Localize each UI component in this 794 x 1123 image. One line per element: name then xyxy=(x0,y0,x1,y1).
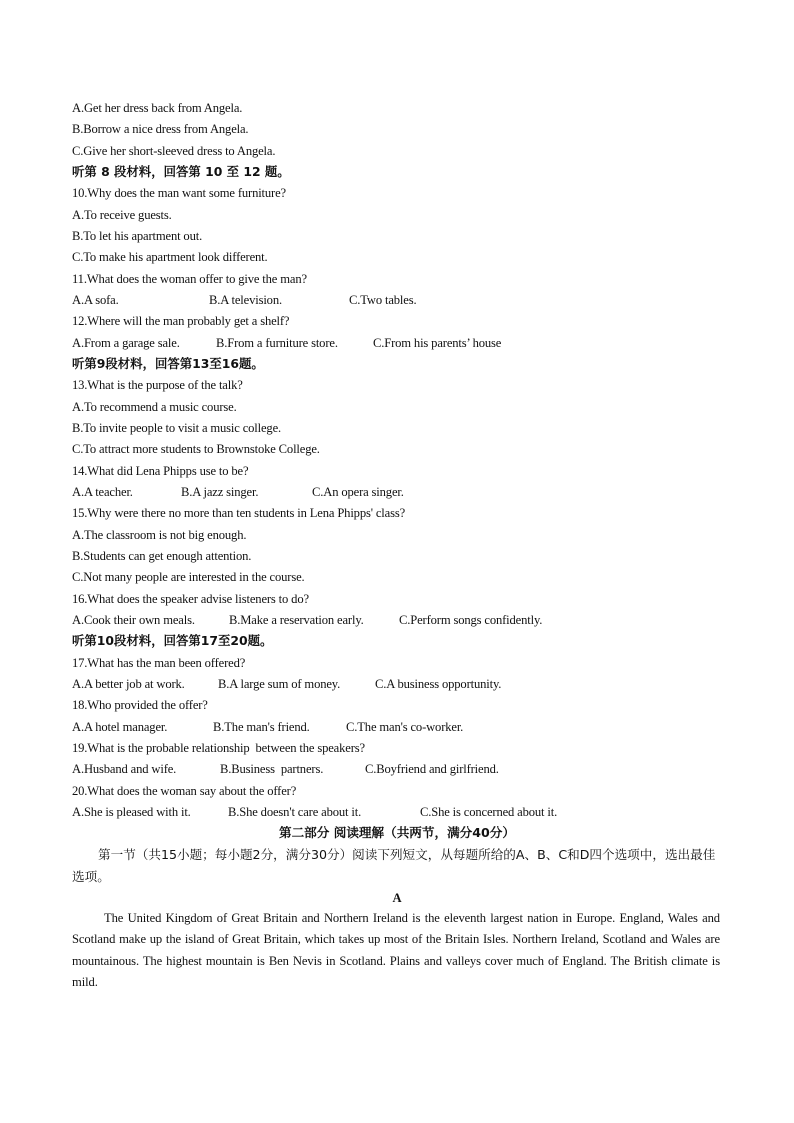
q14-option-c: C.An opera singer. xyxy=(312,485,404,499)
q13-stem: 13.What is the purpose of the talk? xyxy=(72,378,243,392)
q19-option-b: B.Business partners. xyxy=(220,762,324,776)
passage-letter: A xyxy=(392,891,402,905)
q11-stem: 11.What does the woman offer to give the man? xyxy=(72,272,307,286)
q9-option-c: C.Give her short-sleeved dress to Angela. xyxy=(72,144,276,158)
passage-paragraph: The United Kingdom of Great Britain and Northern Ireland is the eleventh largest nation in Europe. England, Wales and Scotland make up the island of Great Britain, which takes up most of the Britain Isles. Northern Ireland, Scotland and Wales are mountainous. The highest mountain is Ben Nevis in Scotland. Plains and valleys cover much of England. The British climate is mild. xyxy=(72,911,720,989)
q10-option-a: A.To receive guests. xyxy=(72,208,172,222)
q12-option-c: C.From his parents’ house xyxy=(373,336,502,350)
q17-option-b: B.A large sum of money. xyxy=(218,677,341,691)
section8-header: 听第 8 段材料，回答第 10 至 12 题。 xyxy=(72,164,290,179)
q11-options xyxy=(72,292,772,308)
q15-option-b: B.Students can get enough attention. xyxy=(72,549,252,563)
q13-option-b: B.To invite people to visit a music college. xyxy=(72,421,282,435)
q10-option-c: C.To make his apartment look different. xyxy=(72,250,268,264)
q15-option-c: C.Not many people are interested in the course. xyxy=(72,570,305,584)
q14-option-a: A.A teacher. xyxy=(72,485,133,499)
q13-option-c: C.To attract more students to Brownstoke College. xyxy=(72,442,320,456)
q19-stem: 19.What is the probable relationship between the speakers? xyxy=(72,741,365,755)
q20-option-c: C.She is concerned about it. xyxy=(420,805,558,819)
q20-option-a: A.She is pleased with it. xyxy=(72,805,191,819)
q10-option-b: B.To let his apartment out. xyxy=(72,229,203,243)
section9-header: 听第9段材料，回答第13至16题。 xyxy=(72,356,264,371)
section10-header: 听第10段材料，回答第17至20题。 xyxy=(72,633,273,648)
q16-stem: 16.What does the speaker advise listeners to do? xyxy=(72,592,309,606)
q18-stem: 18.Who provided the offer? xyxy=(72,698,208,712)
q11-option-c: C.Two tables. xyxy=(349,293,417,307)
q16-options xyxy=(72,612,772,628)
q20-option-b: B.She doesn't care about it. xyxy=(228,805,362,819)
q14-options xyxy=(72,484,772,500)
q12-stem: 12.Where will the man probably get a shelf? xyxy=(72,314,290,328)
q12-option-a: A.From a garage sale. xyxy=(72,336,180,350)
q14-option-b: B.A jazz singer. xyxy=(181,485,259,499)
q19-options xyxy=(72,761,772,777)
q19-option-c: C.Boyfriend and girlfriend. xyxy=(365,762,499,776)
q9-option-a: A.Get her dress back from Angela. xyxy=(72,101,243,115)
q16-option-a: A.Cook their own meals. xyxy=(72,613,195,627)
part2-instructions: 第一节（共15小题；每小题2分，满分30分）阅读下列短文，从每题所给的A、B、C和D四个选项中，选出最佳选项。 xyxy=(72,847,716,884)
q11-option-b: B.A television. xyxy=(209,293,282,307)
q12-option-b: B.From a furniture store. xyxy=(216,336,338,350)
q19-option-a: A.Husband and wife. xyxy=(72,762,177,776)
q12-options xyxy=(72,335,772,351)
q18-options xyxy=(72,719,772,735)
q10-stem: 10.Why does the man want some furniture? xyxy=(72,186,286,200)
q20-stem: 20.What does the woman say about the offer? xyxy=(72,784,297,798)
q18-option-b: B.The man's friend. xyxy=(213,720,310,734)
q20-options xyxy=(72,804,772,820)
part2-title: 第二部分 阅读理解（共两节，满分40分） xyxy=(278,825,515,840)
q16-option-b: B.Make a reservation early. xyxy=(229,613,364,627)
q15-option-a: A.The classroom is not big enough. xyxy=(72,528,247,542)
q16-option-c: C.Perform songs confidently. xyxy=(399,613,543,627)
q17-option-c: C.A business opportunity. xyxy=(375,677,502,691)
q18-option-a: A.A hotel manager. xyxy=(72,720,168,734)
q13-option-a: A.To recommend a music course. xyxy=(72,400,237,414)
q9-option-b: B.Borrow a nice dress from Angela. xyxy=(72,122,249,136)
q17-option-a: A.A better job at work. xyxy=(72,677,185,691)
q14-stem: 14.What did Lena Phipps use to be? xyxy=(72,464,249,478)
q17-stem: 17.What has the man been offered? xyxy=(72,656,246,670)
q11-option-a: A.A sofa. xyxy=(72,293,119,307)
q18-option-c: C.The man's co-worker. xyxy=(346,720,464,734)
q17-options xyxy=(72,676,772,692)
q15-stem: 15.Why were there no more than ten students in Lena Phipps' class? xyxy=(72,506,406,520)
